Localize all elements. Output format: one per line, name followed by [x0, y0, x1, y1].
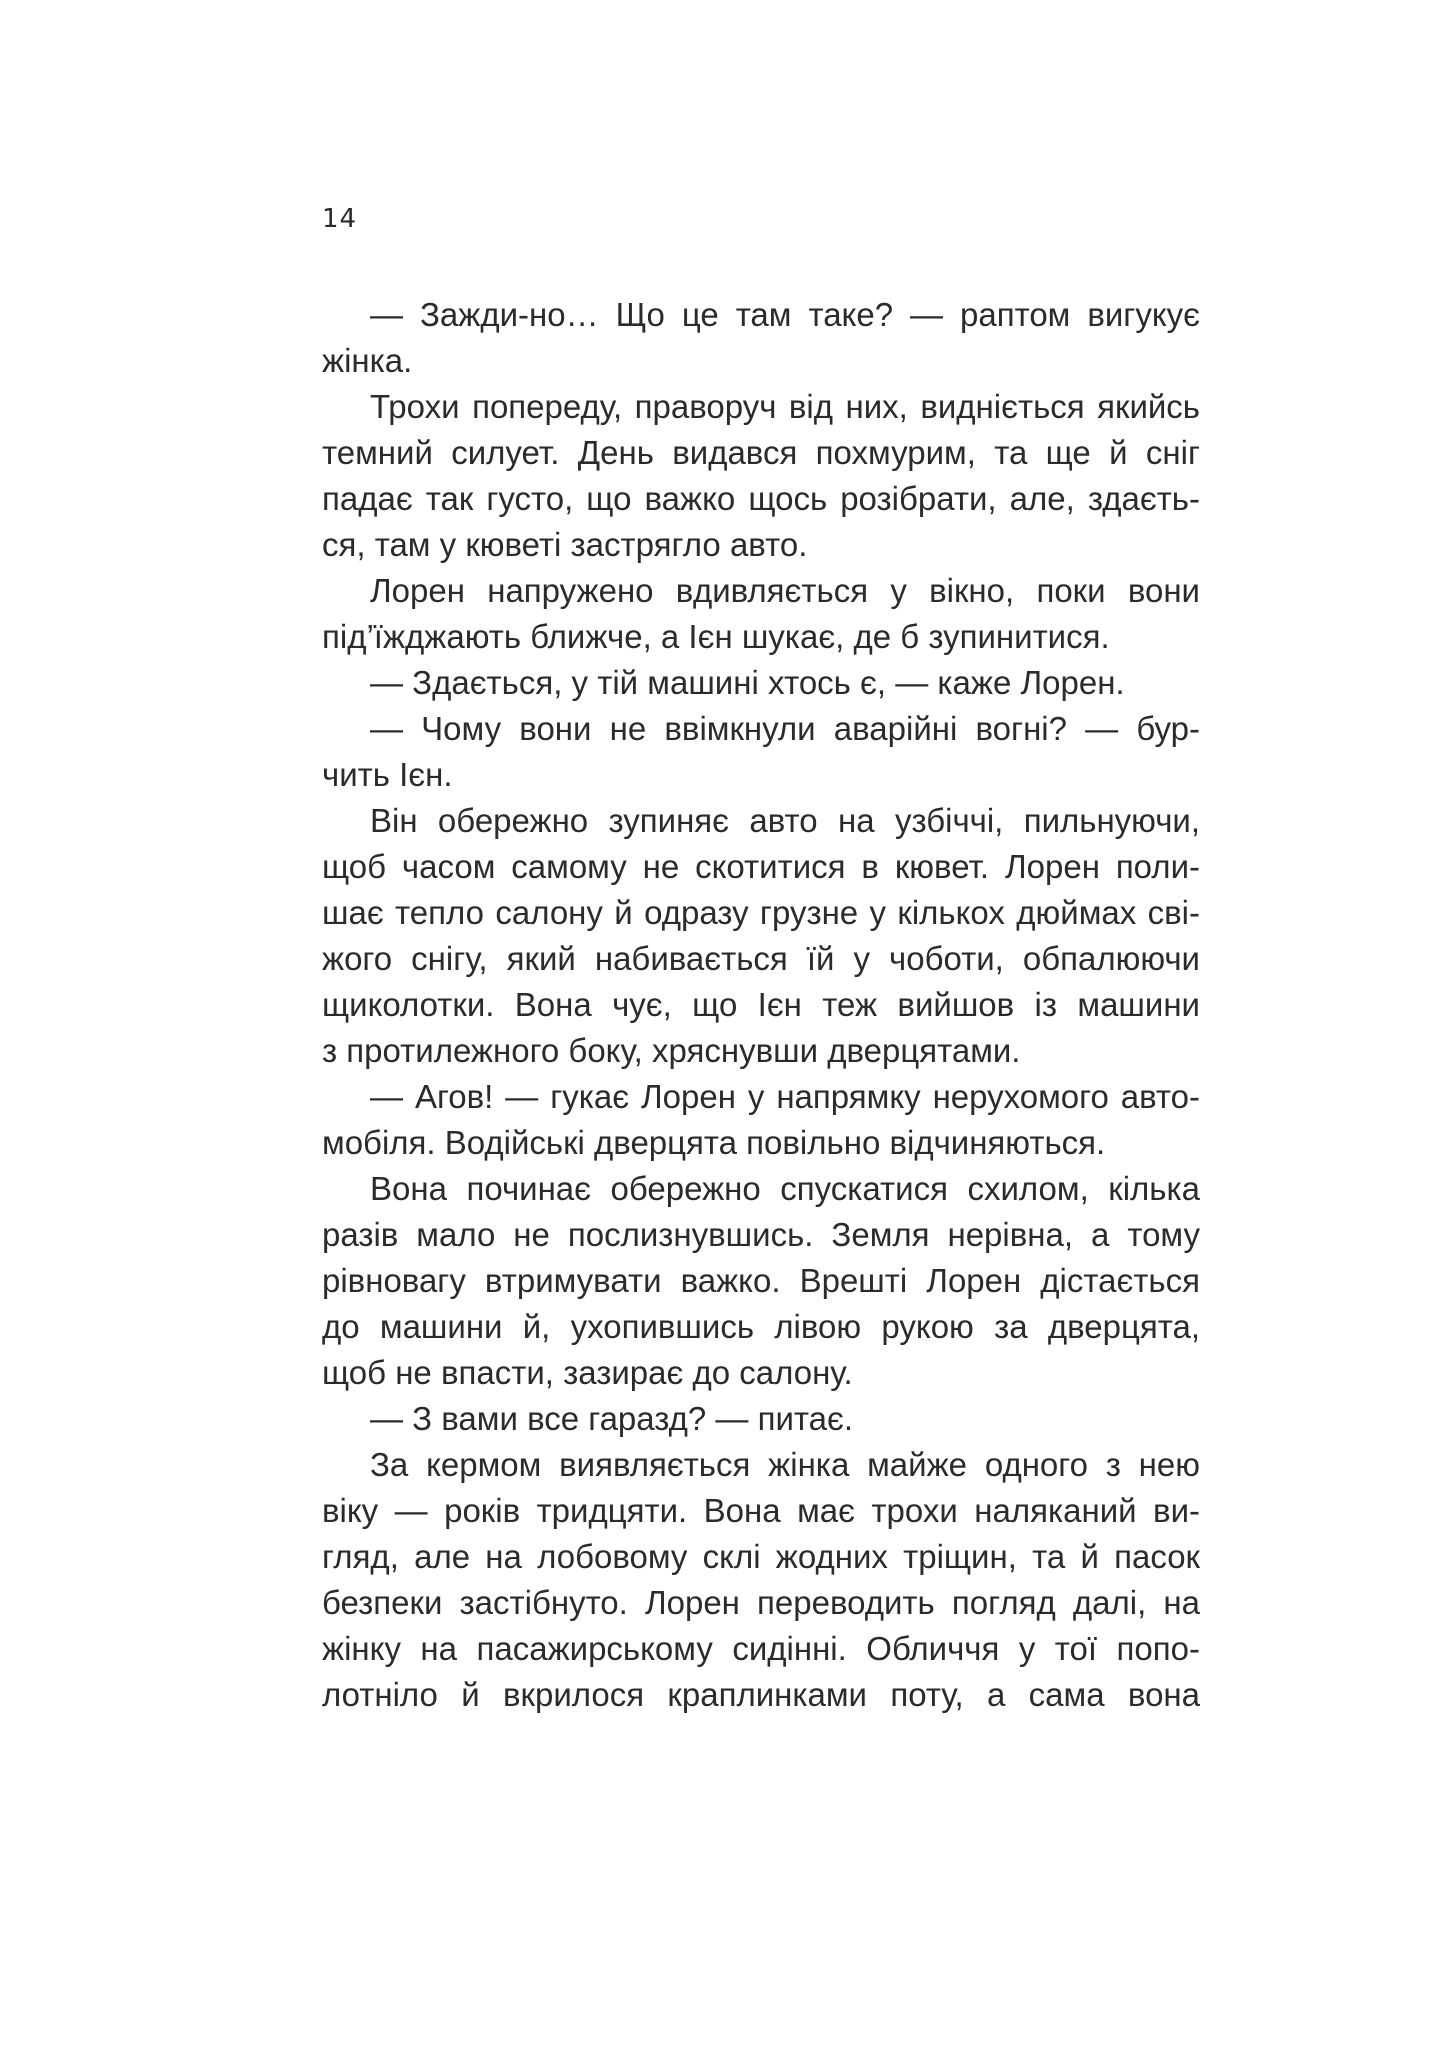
text-line: шає тепло салону й одразу грузне у кількох дюймах сві-: [322, 894, 1200, 931]
text-line: до машини й, ухопившись лівою рукою за дверцята,: [322, 1308, 1200, 1345]
text-line: рівновагу втримувати важко. Врешті Лорен дістається: [322, 1262, 1200, 1299]
text-line: щоб не впасти, зазирає до салону.: [322, 1354, 853, 1391]
text-line: — Агов! — гукає Лорен у напрямку нерухомого авто-: [370, 1078, 1200, 1115]
text-line: разів мало не послизнувшись. Земля нерівна, а тому: [322, 1216, 1200, 1253]
text-line: Трохи попереду, праворуч від них, видніється якийсь: [370, 388, 1200, 425]
text-line: За кермом виявляється жінка майже одного з нею: [370, 1446, 1200, 1483]
text-line: — Зажди-но… Що це там таке? — раптом вигукує: [370, 296, 1200, 333]
text-line: безпеки застібнуто. Лорен переводить погляд далі, на: [322, 1584, 1200, 1621]
body-text: [322, 292, 1200, 1718]
text-line: під’їжджають ближче, а Ієн шукає, де б зупинитися.: [322, 618, 1110, 655]
text-line: — З вами все гаразд? — питає.: [370, 1400, 854, 1437]
text-line: — Здається, у тій машині хтось є, — каже Лорен.: [370, 664, 1125, 701]
text-line: з протилежного боку, хряснувши дверцятами.: [322, 1032, 1021, 1069]
text-line: віку — років тридцяти. Вона має трохи наляканий ви-: [322, 1492, 1200, 1529]
text-line: Лорен напружено вдивляється у вікно, поки вони: [370, 572, 1200, 609]
text-line: Вона починає обережно спускатися схилом, кілька: [370, 1170, 1200, 1207]
text-line: жінка.: [322, 342, 413, 379]
text-line: жого снігу, який набивається їй у чоботи, обпалюючи: [322, 940, 1200, 977]
text-line: гляд, але на лобовому склі жодних тріщин, та й пасок: [322, 1538, 1200, 1575]
text-line: щоб часом самому не скотитися в кювет. Лорен поли-: [322, 848, 1200, 885]
page-number: 14: [322, 204, 358, 234]
text-line: чить Ієн.: [322, 756, 453, 793]
text-line: ся, там у кюветі застрягло авто.: [322, 526, 808, 563]
text-line: мобіля. Водійські дверцята повільно відчиняються.: [322, 1124, 1106, 1161]
text-line: жінку на пасажирському сидінні. Обличчя у тої попо-: [322, 1630, 1200, 1667]
text-line: щиколотки. Вона чує, що Ієн теж вийшов із машини: [322, 986, 1200, 1023]
text-line: Він обережно зупиняє авто на узбіччі, пильнуючи,: [370, 802, 1200, 839]
text-line: — Чому вони не ввімкнули аварійні вогні? — бур-: [370, 710, 1200, 747]
text-line: темний силует. День видався похмурим, та ще й сніг: [322, 434, 1200, 471]
text-line: лотніло й вкрилося краплинками поту, а сама вона: [322, 1676, 1200, 1713]
text-line: падає так густо, що важко щось розібрати, але, здаєть-: [322, 480, 1200, 517]
